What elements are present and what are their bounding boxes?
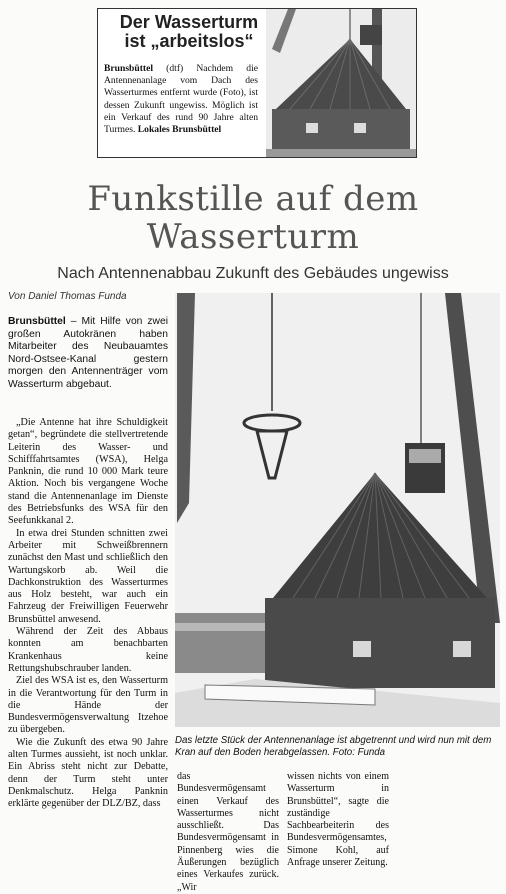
paragraph: Während der Zeit des Abbaus konnten am benachbarten Krankenhaus keine Rettungshubschrauber landen. [8, 626, 168, 674]
teaser-title-line1: Der Wasserturm [119, 12, 259, 32]
teaser-title [104, 13, 274, 51]
teaser-ref: Lokales Brunsbüttel [137, 124, 222, 136]
byline: Von Daniel Thomas Funda [8, 291, 127, 302]
headline-line2: Wasserturm [146, 217, 360, 257]
paragraph: „Die Antenne hat ihre Schuldigkeit getan“, begründete die stellvertretende Leiterin des Wasser- und Schifffahrtsamtes (WSA), Helga Panknin, die rund 10 000 Mark teure Aktion. Noch bis vergangene Woche stand die Antennenanlage im Dienste des Betriebsfunks des WSA für den Seefunkkanal 2. [8, 417, 168, 527]
article-column-2 [177, 771, 279, 894]
main-photo [175, 293, 500, 727]
teaser-place: Brunsbüttel [104, 63, 154, 74]
main-photo-image [175, 293, 500, 727]
teaser-title-line2: ist „arbeitslos“ [124, 31, 254, 51]
teaser-text [104, 63, 258, 136]
intro-place: Brunsbüttel [8, 316, 66, 327]
intro-text: – Mit Hilfe von zwei großen Autokränen haben Mitarbeiter des Neubauamtes Nord-Ostsee-Kanal gestern morgen den Antennenträger vom Wasserturm abgebaut. [8, 316, 168, 390]
subheadline: Nach Antennenabbau Zukunft des Gebäudes ungewiss [57, 265, 449, 282]
paragraph: Ziel des WSA ist es, den Wasserturm in die Verantwortung für den Turm in die Hände der Bundesvermögensverwaltung Itzehoe zu übergeben. [8, 675, 168, 736]
article-column-1 [8, 417, 168, 811]
headline-line1: Funkstille auf dem [87, 179, 419, 219]
teaser-box [97, 8, 417, 158]
paragraph: das Bundesvermögensamt einen Verkauf des Wasserturmes nicht ausschließt. Das Bundesvermögensamt in Pinnenberg wies die Äußerungen bezüglich eines Verkaufes zurück. „Wir [177, 771, 279, 893]
article-intro [8, 316, 168, 392]
paragraph: In etwa drei Stunden schnitten zwei Arbeiter mit Schweißbrennern zunächst den Mast und schließlich den Wartungskorb ab. Weil die Dachkonstruktion des Wasserturmes aus Holz besteht, war auch ein Fahrzeug der Freiwilligen Feuerwehr Brunsbüttel anwesend. [8, 527, 168, 625]
paragraph: Wie die Zukunft des etwa 90 Jahre alten Turmes aussieht, ist noch unklar. Ein Abriss steht nicht zur Debatte, denn der Turm steht unter Denkmalschutz. Helga Panknin erklärte gegenüber der DLZ/BZ, dass [8, 736, 168, 810]
article-column-3 [287, 771, 389, 869]
teaser-photo [266, 9, 416, 157]
paragraph: wissen nichts von einem Wasserturm in Brunsbüttel“, sagte die zuständige Sachbearbeiterin des Bundesvermögensamtes, Simone Kohl, auf Anfrage unserer Zeitung. [287, 771, 389, 869]
photo-caption: Das letzte Stück der Antennenanlage ist abgetrennt und wird nun mit dem Kran auf den Boden herabgelassen. Foto: Funda [175, 735, 492, 758]
teaser-photo-image [266, 9, 416, 157]
teaser-body: (dtf) Nachdem die Antennenanlage vom Dach des Wasserturmes entfernt wurde (Foto), ist dessen Zukunft ungewiss. Möglich ist ein Verkauf des rund 90 Jahre alten Turmes. [104, 63, 258, 136]
headline [0, 180, 506, 256]
